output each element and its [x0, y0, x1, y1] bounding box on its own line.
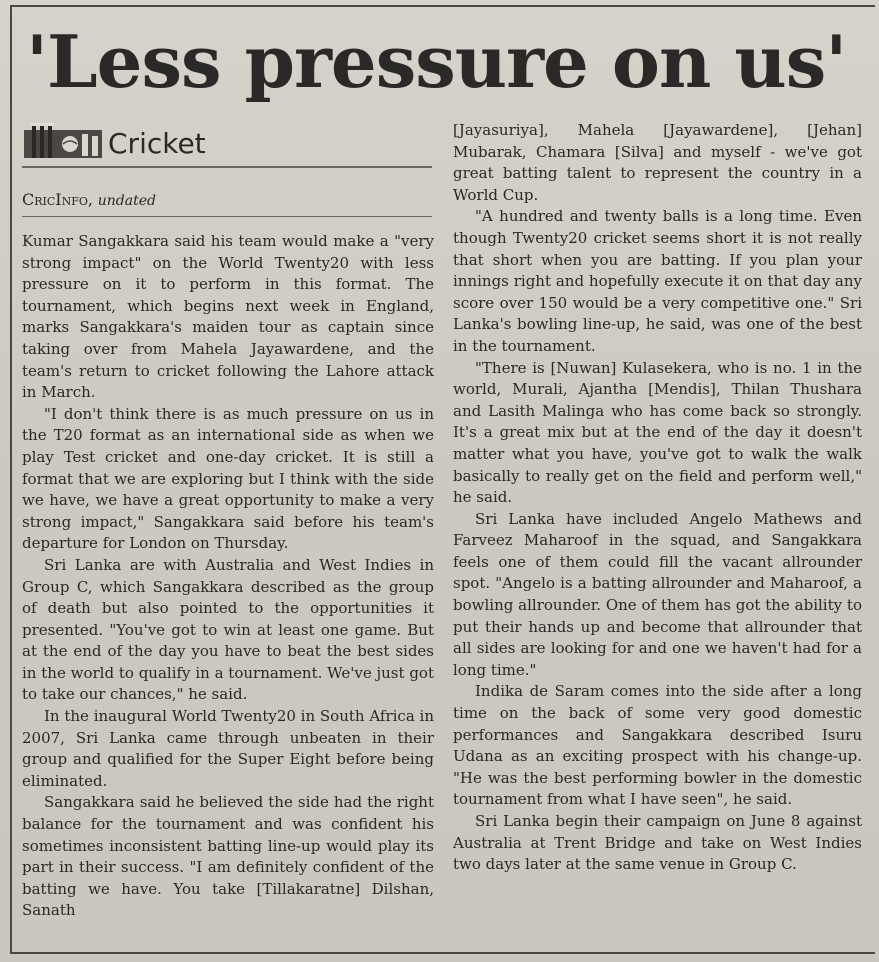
- paragraph: Sri Lanka have included Angelo Mathews and Farveez Maharoof in the squad, and Sangakkara feels one of them could fill the vacant allrounder spot. "Angelo is a batting allrounder and Maharoof, a bowling allrounder. One of them has got the ability to put their hands up and become that allrounder that all sides are looking for and one we haven't had for a long time.": [453, 509, 862, 679]
- paragraph: "A hundred and twenty balls is a long time. Even though Twenty20 cricket seems short it is not really that short when you are batting. If you plan your innings right and hopefully execute it on that day any score over 150 would be a very competitive one." Sri Lanka's bowling line-up, he said, was one of the best in the tournament.: [453, 207, 862, 355]
- paragraph: Sri Lanka begin their campaign on June 8 against Australia at Trent Bridge and take on West Indies two days later at the same venue in Group C.: [453, 812, 862, 874]
- article-column-2: [453, 120, 862, 876]
- byline-source: CricInfo,: [22, 190, 93, 209]
- paragraph: [Jayasuriya], Mahela [Jayawardene], [Jehan] Mubarak, Chamara [Silva] and myself - we've got great batting talent to represent the country in a World Cup.: [453, 121, 862, 204]
- byline-date: undated: [97, 193, 156, 209]
- paragraph: Kumar Sangakkara said his team would make a "very strong impact" on the World Twenty20 with less pressure on it to perform in this format. The tournament, which begins next week in England, marks Sangakkara's maiden tour as captain since taking over from Mahela Jayawardene, and the team's return to cricket following the Lahore attack in March.: [22, 232, 434, 402]
- section-tag: [22, 120, 432, 168]
- byline-rule: [22, 216, 432, 217]
- paragraph: In the inaugural World Twenty20 in South Africa in 2007, Sri Lanka came through unbeaten in their group and qualified for the Super Eight before being eliminated.: [22, 707, 434, 790]
- paragraph: "There is [Nuwan] Kulasekera, who is no. 1 in the world, Murali, Ajantha [Mendis], Thilan Thushara and Lasith Malinga who has come back so strongly. It's a great mix but at the end of the day it doesn't matter what you have, you've got to walk the walk basically to really get on the field and perform well," he said.: [453, 358, 862, 507]
- section-label: Cricket: [108, 127, 206, 160]
- paragraph: Sangakkara said he believed the side had the right balance for the tournament and was confident his sometimes inconsistent batting line-up would play its part in their success. "I am definitely confident of the batting we have. You take [Tillakaratne] Dilshan, Sanath: [22, 793, 434, 920]
- paragraph: Sri Lanka are with Australia and West Indies in Group C, which Sangakkara described as the group of death but also pointed to the opportunities it presented. "You've got to win at least one game. But at the end of the day you have to beat the best sides in the world to qualify in a tournament. We've just got to take our chances," he said.: [22, 555, 434, 704]
- left-rule: [10, 5, 12, 954]
- cricket-stumps-icon: [22, 122, 104, 160]
- paragraph: Indika de Saram comes into the side after a long time on the back of some very good domestic performances and Sangakkara described Isuru Udana as an exciting prospect with his change-up. "He was the best performing bowler in the domestic tournament from what I have seen", he said.: [453, 682, 862, 809]
- article-column-1: [22, 231, 434, 922]
- headline: 'Less pressure on us': [26, 19, 847, 104]
- bottom-rule: [10, 952, 875, 954]
- paragraph: "I don't think there is as much pressure on us in the T20 format as an international side as when we play Test cricket and one-day cricket. It is still a format that we are exploring but I think with the side we have, we have a great opportunity to make a very strong impact," Sangakkara said before his team's departure for London on Thursday.: [22, 404, 434, 553]
- byline: [22, 188, 432, 212]
- top-rule: [10, 5, 875, 7]
